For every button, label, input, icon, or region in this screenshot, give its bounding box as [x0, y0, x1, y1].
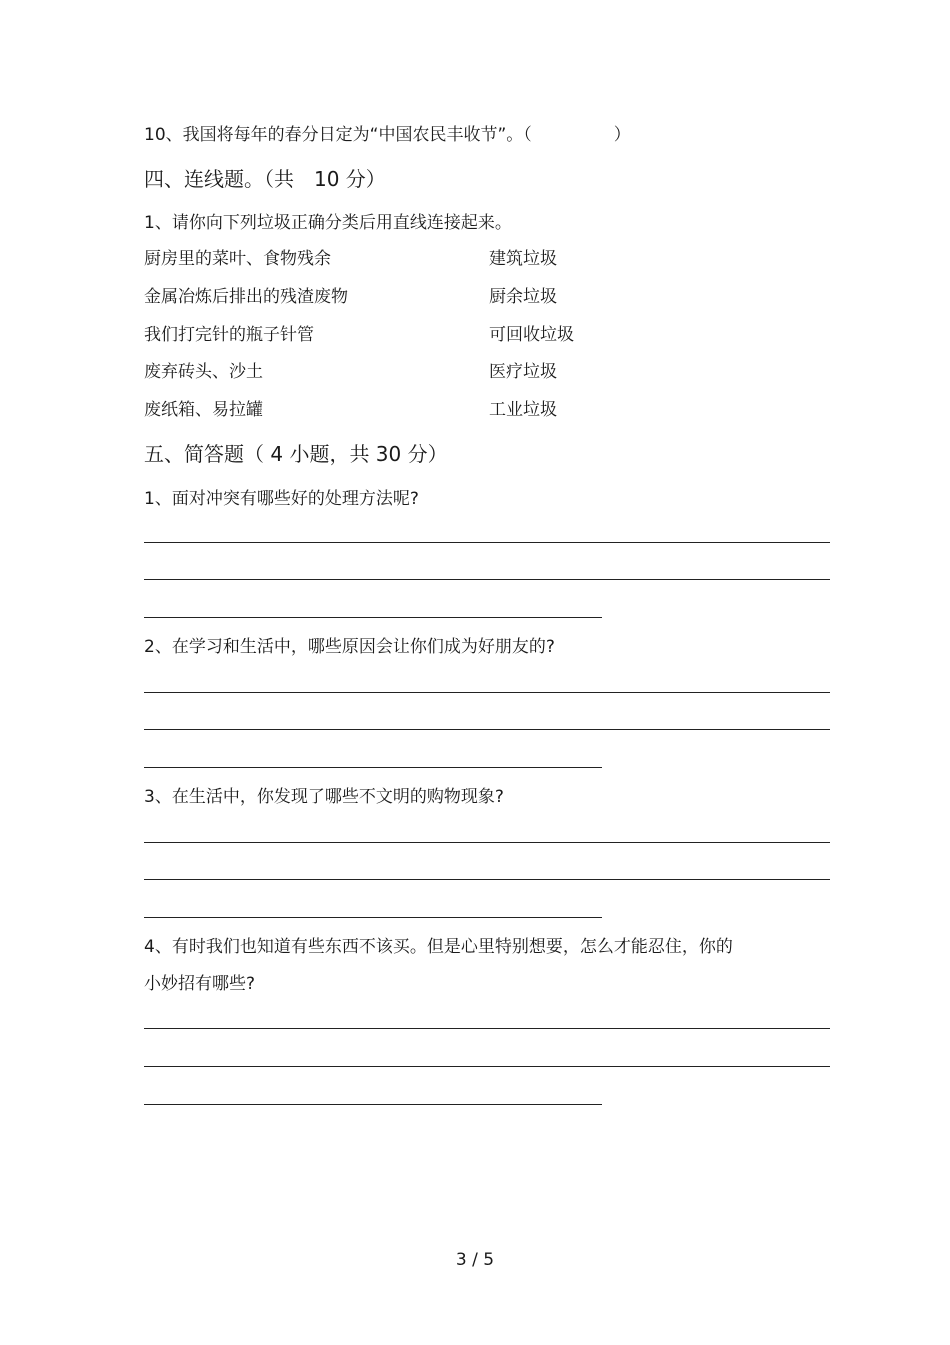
- answer-line: [144, 617, 602, 618]
- match-right-item: 工业垃圾: [489, 400, 557, 420]
- match-left-item: 我们打完针的瓶子针管: [144, 325, 314, 345]
- match-right-item: 建筑垃圾: [489, 249, 557, 269]
- page-number: 3 / 5: [455, 1250, 495, 1270]
- match-right-item: 厨余垃圾: [489, 287, 557, 307]
- answer-line: [144, 579, 830, 580]
- answer-line: [144, 729, 830, 730]
- question-10: [144, 123, 631, 147]
- answer-line: [144, 879, 830, 880]
- section-5-question-2: 2、在学习和生活中，哪些原因会让你们成为好朋友的?: [144, 637, 555, 657]
- answer-line: [144, 767, 602, 768]
- section-5-question-3: 3、在生活中，你发现了哪些不文明的购物现象?: [144, 787, 504, 807]
- section-4-heading: 四、连线题。（共 10 分）: [144, 167, 386, 191]
- answer-line: [144, 917, 602, 918]
- match-right-item: 可回收垃圾: [489, 325, 574, 345]
- answer-line: [144, 542, 830, 543]
- question-10-close-paren: ）: [613, 125, 631, 145]
- answer-line: [144, 1066, 830, 1067]
- answer-line: [144, 842, 830, 843]
- section-4-question-1: 1、请你向下列垃圾正确分类后用直线连接起来。: [144, 213, 512, 233]
- question-10-text: 10、我国将每年的春分日定为“中国农民丰收节”。（: [144, 125, 532, 145]
- section-5-heading: 五、简答题（ 4 小题，共 30 分）: [144, 442, 448, 466]
- answer-line: [144, 692, 830, 693]
- match-left-item: 废弃砖头、沙土: [144, 362, 263, 382]
- answer-line: [144, 1104, 602, 1105]
- match-left-item: 厨房里的菜叶、食物残余: [144, 249, 331, 269]
- match-right-item: 医疗垃圾: [489, 362, 557, 382]
- answer-line: [144, 1028, 830, 1029]
- section-5-question-1: 1、面对冲突有哪些好的处理方法呢?: [144, 489, 419, 509]
- section-5-question-4: 4、有时我们也知道有些东西不该买。但是心里特别想要，怎么才能忍住，你的: [144, 937, 733, 957]
- match-left-item: 废纸箱、易拉罐: [144, 400, 263, 420]
- section-5-question-4-continued: 小妙招有哪些?: [144, 974, 256, 994]
- match-left-item: 金属冶炼后排出的残渣废物: [144, 287, 348, 307]
